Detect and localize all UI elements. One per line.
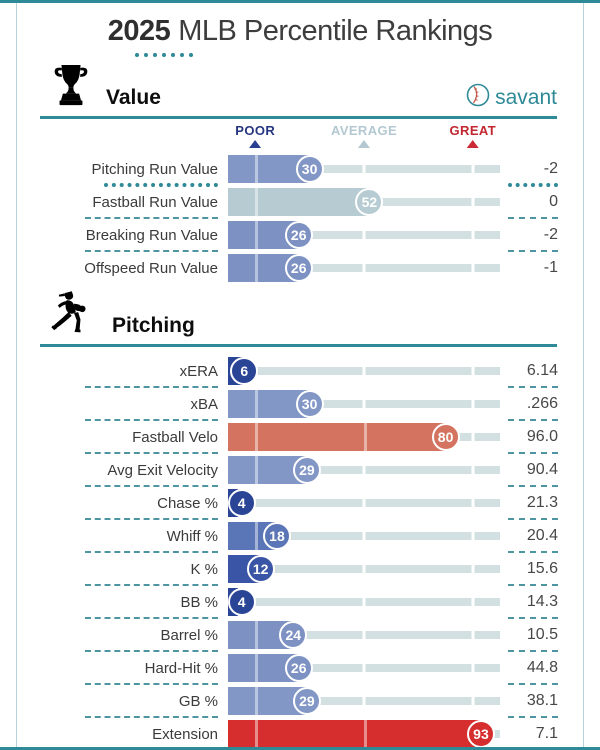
reference-stripe: [255, 221, 258, 249]
track-gap-great: [471, 598, 474, 606]
track-gap-average: [363, 631, 366, 639]
percentile-bar[interactable]: [228, 456, 500, 484]
metric-row: [0, 687, 600, 715]
reference-stripe: [255, 254, 258, 282]
reference-stripe: [255, 188, 258, 216]
title-text: MLB Percentile Rankings: [178, 15, 493, 47]
right-frame-line: [583, 3, 584, 747]
value-section-title: Value: [106, 86, 161, 109]
metric-label: Hard-Hit %: [144, 659, 218, 677]
track-gap-great: [471, 231, 474, 239]
metric-label: BB %: [180, 593, 218, 611]
percentile-bar[interactable]: [228, 489, 500, 517]
percentile-badge[interactable]: 24: [279, 621, 307, 649]
track-gap-great: [471, 499, 474, 507]
reference-stripe: [255, 654, 258, 682]
percentile-bar[interactable]: [228, 555, 500, 583]
pitching-section-rule: [40, 344, 557, 347]
track-gap-great: [471, 165, 474, 173]
reference-stripe: [255, 390, 258, 418]
reference-stripe: [255, 621, 258, 649]
great-triangle-icon: [467, 140, 479, 148]
track-gap-average: [363, 499, 366, 507]
track-gap-great: [471, 433, 474, 441]
pitching-section-header: [50, 292, 557, 342]
track-gap-average: [363, 532, 366, 540]
value-section-header: [50, 64, 557, 114]
title-year: 2025: [107, 15, 171, 47]
metric-row: [0, 621, 600, 649]
left-frame-line: [16, 3, 17, 747]
percentile-bar[interactable]: [228, 687, 500, 715]
metric-label: Fastball Run Value: [92, 193, 218, 211]
track-gap-great: [471, 664, 474, 672]
metric-value: 10.5: [526, 626, 558, 643]
track-gap-average: [363, 231, 366, 239]
reference-stripe: [255, 423, 258, 451]
metric-label: K %: [190, 560, 218, 578]
metric-row: [0, 555, 600, 583]
percentile-badge[interactable]: 30: [296, 155, 324, 183]
trophy-icon: [50, 63, 92, 114]
percentile-badge[interactable]: 26: [285, 221, 313, 249]
track-gap-average: [363, 367, 366, 375]
percentile-badge[interactable]: 6: [230, 357, 258, 385]
metric-row: [0, 155, 600, 183]
metric-label: Offspeed Run Value: [84, 259, 218, 277]
metric-row: [0, 588, 600, 616]
track-gap-great: [471, 400, 474, 408]
percentile-bar[interactable]: [228, 654, 500, 682]
metric-value: -2: [543, 160, 558, 177]
percentile-bar[interactable]: [228, 390, 500, 418]
metric-value: 14.3: [526, 593, 558, 610]
bar-fill: [228, 423, 446, 451]
percentile-bar[interactable]: [228, 155, 500, 183]
percentile-badge[interactable]: 29: [293, 456, 321, 484]
metric-value: 7.1: [535, 725, 558, 742]
scale-legend: [228, 123, 500, 153]
percentile-bar[interactable]: [228, 522, 500, 550]
track-gap-great: [471, 565, 474, 573]
metric-value: 20.4: [526, 527, 558, 544]
metric-label: Pitching Run Value: [91, 160, 218, 178]
metric-row: [0, 522, 600, 550]
percentile-bar[interactable]: [228, 588, 500, 616]
metric-value: -2: [543, 226, 558, 243]
track-gap-great: [471, 631, 474, 639]
percentile-badge[interactable]: 4: [228, 489, 256, 517]
metric-label: Whiff %: [166, 527, 218, 545]
percentile-bar[interactable]: [228, 423, 500, 451]
percentile-badge[interactable]: 80: [432, 423, 460, 451]
percentile-bar[interactable]: [228, 254, 500, 282]
scale-great: GREAT: [450, 123, 497, 148]
metric-row: [0, 654, 600, 682]
metric-row: [0, 423, 600, 451]
track-gap-great: [471, 198, 474, 206]
metric-row: [0, 720, 600, 748]
metric-value: 96.0: [526, 428, 558, 445]
metric-value: .266: [526, 395, 558, 412]
metric-label: Extension: [152, 725, 218, 743]
metric-value: 0: [549, 193, 558, 210]
percentile-badge[interactable]: 30: [296, 390, 324, 418]
percentile-badge[interactable]: 12: [247, 555, 275, 583]
reference-stripe: [364, 423, 367, 451]
track-gap-average: [363, 400, 366, 408]
value-section-rule: [40, 116, 557, 119]
reference-stripe: [364, 720, 367, 748]
metric-row: [0, 357, 600, 385]
percentile-badge[interactable]: 26: [285, 254, 313, 282]
pitching-section-title: Pitching: [112, 314, 195, 337]
metric-label: Chase %: [157, 494, 218, 512]
track-gap-great: [471, 697, 474, 705]
percentile-bar[interactable]: [228, 621, 500, 649]
metric-row: [0, 188, 600, 216]
track-gap-average: [363, 697, 366, 705]
bar-fill: [228, 720, 481, 748]
percentile-badge[interactable]: 18: [263, 522, 291, 550]
metric-value: 6.14: [526, 362, 558, 379]
metric-label: Avg Exit Velocity: [107, 461, 218, 479]
metric-value: 38.1: [526, 692, 558, 709]
pitcher-icon: [50, 289, 98, 342]
percentile-bar[interactable]: [228, 720, 500, 748]
metric-value: 90.4: [526, 461, 558, 478]
metric-value: -1: [543, 259, 558, 276]
metric-row: [0, 390, 600, 418]
metric-label: xBA: [190, 395, 218, 413]
average-triangle-icon: [358, 140, 370, 148]
reference-stripe: [255, 456, 258, 484]
reference-stripe: [255, 522, 258, 550]
percentile-badge[interactable]: 93: [467, 720, 495, 748]
reference-stripe: [255, 720, 258, 748]
metric-label: Breaking Run Value: [85, 226, 218, 244]
track-gap-great: [471, 532, 474, 540]
percentile-bar[interactable]: [228, 188, 500, 216]
track-gap-average: [363, 664, 366, 672]
metric-row: [0, 221, 600, 249]
metric-row: [0, 489, 600, 517]
metric-label: GB %: [178, 692, 218, 710]
track-gap-average: [363, 466, 366, 474]
percentile-badge[interactable]: 52: [355, 188, 383, 216]
percentile-badge[interactable]: 29: [293, 687, 321, 715]
value-rows: [0, 155, 600, 282]
title-underline-dots: [135, 53, 600, 58]
poor-triangle-icon: [249, 140, 261, 148]
pitching-rows: [0, 357, 600, 748]
metric-label: Fastball Velo: [132, 428, 218, 446]
metric-value: 44.8: [526, 659, 558, 676]
metric-value: 15.6: [526, 560, 558, 577]
track-gap-average: [363, 598, 366, 606]
savant-logo[interactable]: [466, 83, 557, 112]
metric-row: [0, 456, 600, 484]
track-gap-average: [363, 565, 366, 573]
reference-stripe: [255, 687, 258, 715]
scale-poor: POOR: [235, 123, 275, 148]
track-gap-great: [471, 367, 474, 375]
percentile-badge[interactable]: 4: [228, 588, 256, 616]
bar-fill: [228, 188, 369, 216]
savant-wordmark: savant: [495, 85, 557, 109]
metric-label: Barrel %: [160, 626, 218, 644]
baseball-icon: [466, 83, 490, 112]
track-gap-great: [471, 264, 474, 272]
track-gap-average: [363, 264, 366, 272]
percentile-badge[interactable]: 26: [285, 654, 313, 682]
metric-label: xERA: [179, 362, 218, 380]
percentile-bar[interactable]: [228, 221, 500, 249]
track-gap-great: [471, 466, 474, 474]
track-gap-average: [363, 165, 366, 173]
reference-stripe: [255, 155, 258, 183]
metric-row: [0, 254, 600, 282]
scale-average: AVERAGE: [331, 123, 397, 148]
percentile-bar[interactable]: [228, 357, 500, 385]
metric-value: 21.3: [526, 494, 558, 511]
page-title: [0, 15, 600, 48]
